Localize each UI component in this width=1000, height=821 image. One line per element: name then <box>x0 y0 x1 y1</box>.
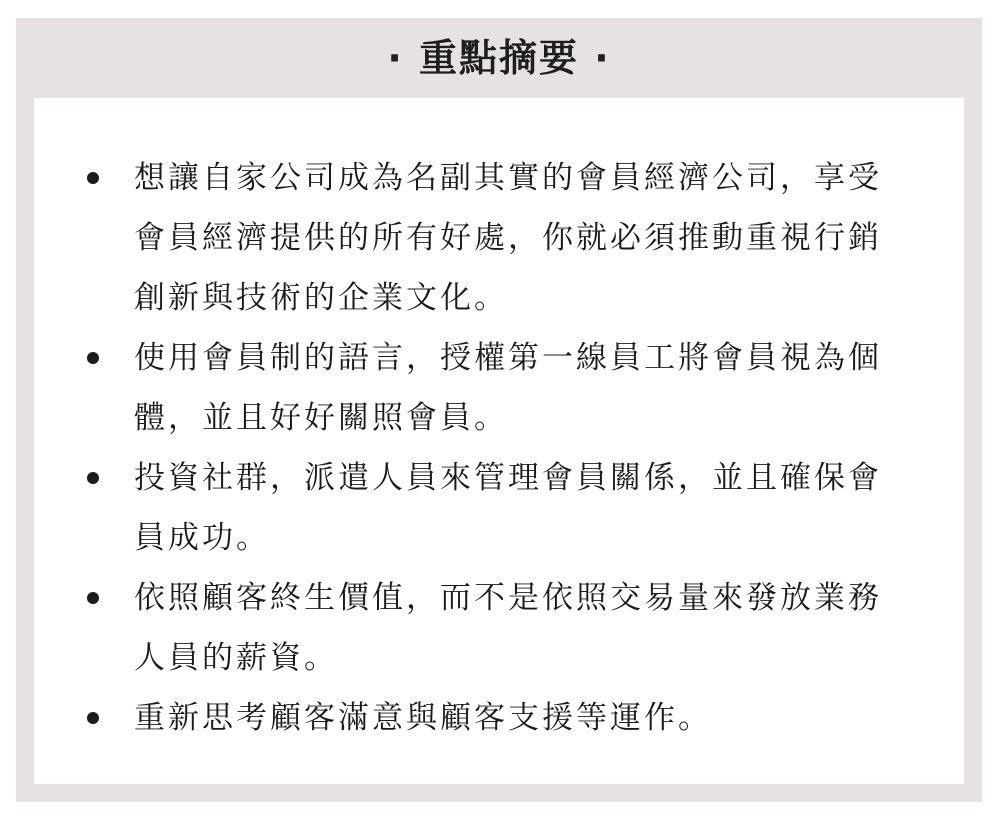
key-point-text: 依照顧客終生價值，而不是依照交易量來發放業務人員的薪資。 <box>134 580 882 676</box>
key-points-box <box>16 18 982 802</box>
key-point-text: 使用會員制的語言，授權第一線員工將會員視為個體，並且好好關照會員。 <box>134 340 882 436</box>
bullet-icon <box>87 172 99 184</box>
key-point-5 <box>34 688 964 748</box>
key-point-text: 投資社群，派遣人員來管理會員關係，並且確保會員成功。 <box>134 460 882 556</box>
bullet-icon <box>87 472 99 484</box>
key-point-text: 想讓自家公司成為名副其實的會員經濟公司，享受會員經濟提供的所有好處，你就必須推動重視行銷創新與技術的企業文化。 <box>134 160 882 316</box>
bullet-icon <box>87 352 99 364</box>
box-body <box>34 98 964 784</box>
key-points-list <box>34 148 964 748</box>
key-point-2 <box>34 328 964 448</box>
key-point-text: 重新思考顧客滿意與顧客支援等運作。 <box>134 700 712 736</box>
key-point-3 <box>34 448 964 568</box>
box-title: · 重點摘要 · <box>387 36 611 80</box>
key-point-4 <box>34 568 964 688</box>
bullet-icon <box>87 592 99 604</box>
key-point-1 <box>34 148 964 328</box>
bullet-icon <box>87 712 99 724</box>
